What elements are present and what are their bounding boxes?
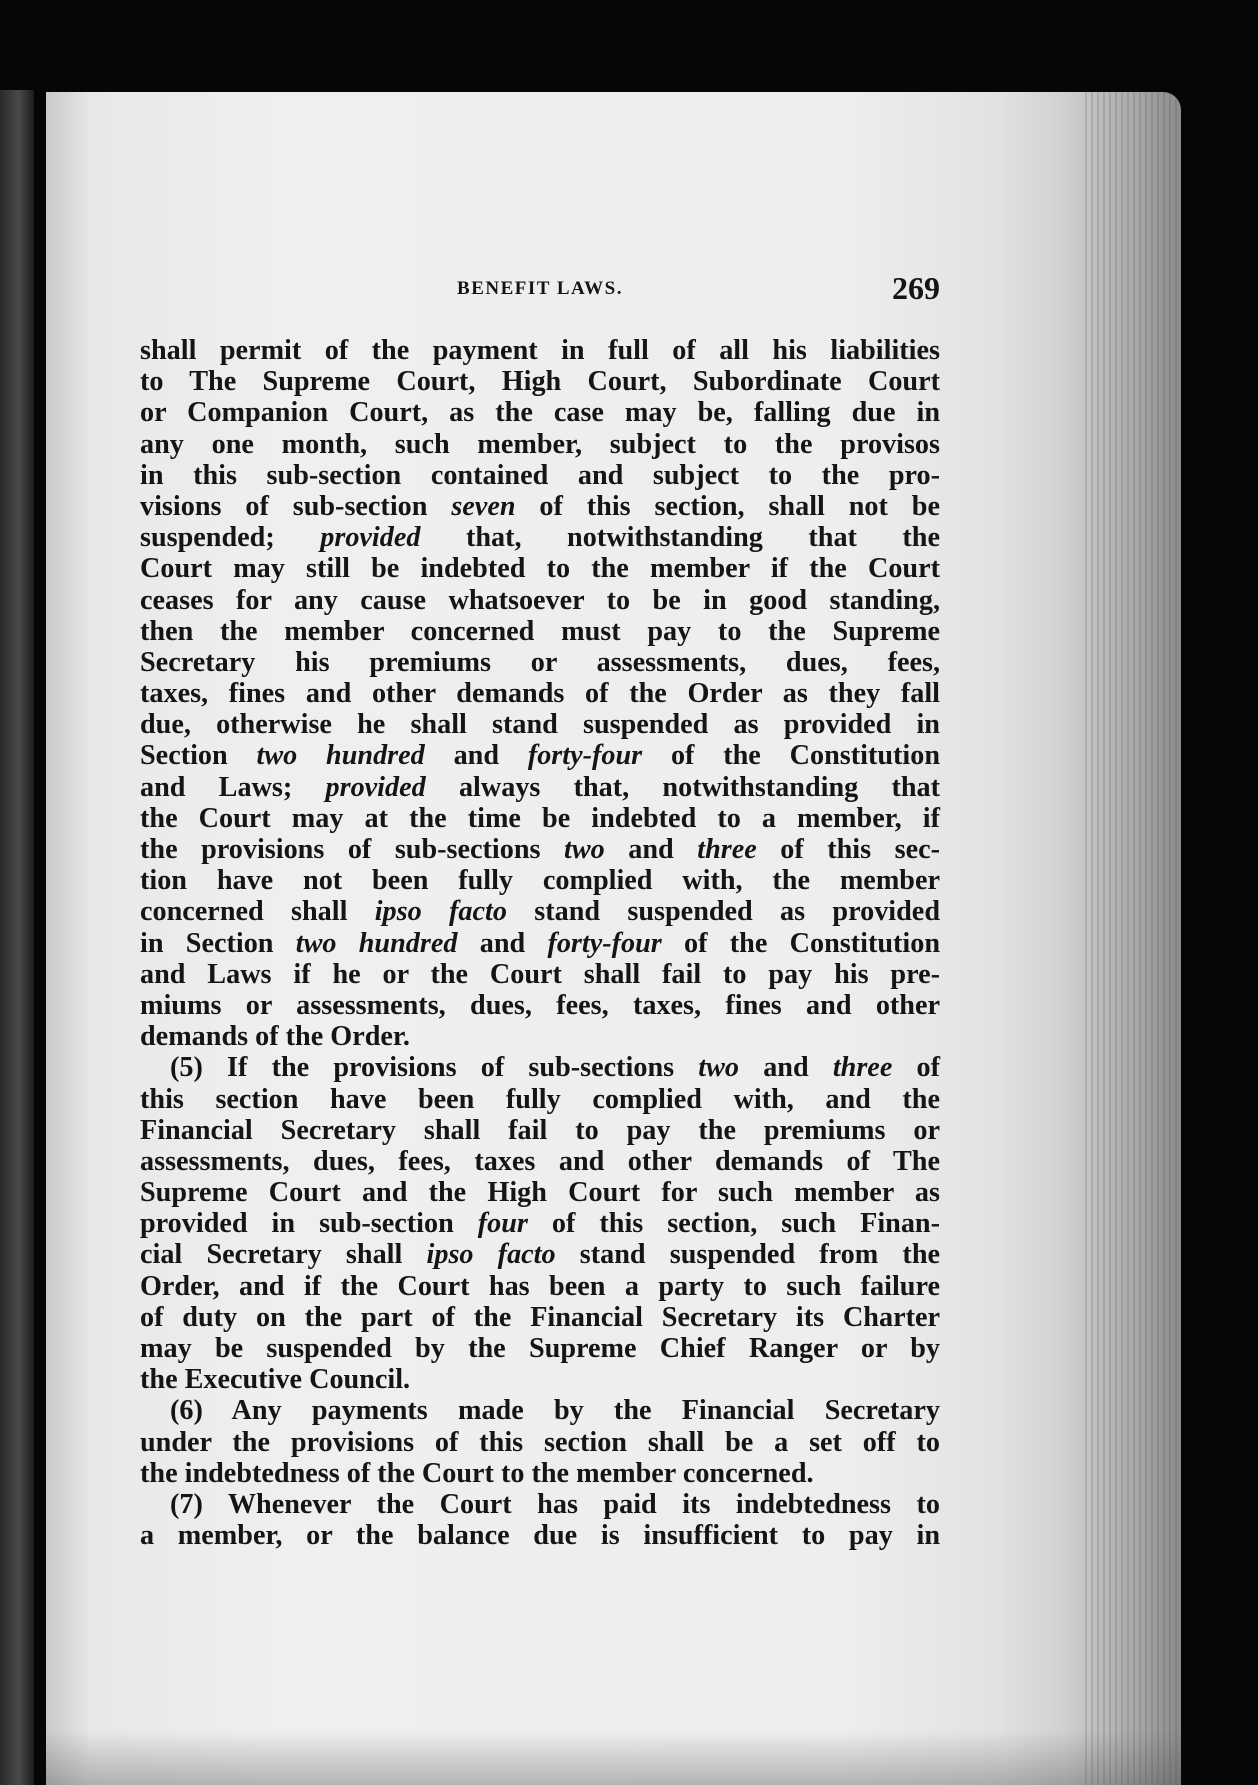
text-line	[140, 834, 940, 865]
text-segment: Supreme Court and the High Court for such member as	[140, 1177, 940, 1209]
text-line	[140, 1458, 940, 1489]
italic-term: ipso facto	[374, 896, 507, 928]
text-segment: Financial Secretary shall fail to pay the premiums or	[140, 1114, 940, 1146]
text-line	[140, 772, 940, 803]
text-line	[140, 709, 940, 740]
text-line	[140, 1489, 940, 1520]
text-line	[140, 1333, 940, 1364]
text-line	[140, 491, 940, 522]
page-number: 269	[892, 270, 940, 306]
body-text	[140, 335, 940, 1551]
text-segment: and	[739, 1052, 833, 1084]
text-segment: of duty on the part of the Financial Secretary its Charter	[140, 1301, 940, 1333]
text-segment: of the Constitution	[642, 740, 940, 772]
text-line	[140, 990, 940, 1021]
text-segment: always that, notwithstanding that	[425, 771, 940, 803]
text-segment: or Companion Court, as the case may be, falling due in	[140, 397, 940, 429]
text-segment: and Laws;	[140, 771, 326, 803]
text-line	[140, 460, 940, 491]
text-segment: provided in sub-section	[140, 1208, 478, 1240]
text-segment: and Laws if he or the Court shall fail to pay his pre-	[140, 958, 940, 990]
italic-term: provided	[325, 771, 426, 803]
text-line	[140, 647, 940, 678]
text-line	[140, 1302, 940, 1333]
text-segment: of this section, shall not be	[515, 490, 940, 522]
text-line	[140, 335, 940, 366]
text-line	[140, 1208, 940, 1239]
text-segment: Order, and if the Court has been a party to such failure	[140, 1270, 940, 1302]
text-segment: suspended;	[140, 522, 321, 554]
text-segment: under the provisions of this section shall be a set off to	[140, 1426, 940, 1458]
italic-term: two	[564, 834, 605, 865]
text-segment: in Section	[140, 927, 296, 959]
text-segment: of this sec-	[756, 834, 940, 865]
text-segment: any one month, such member, subject to the provisos	[140, 428, 940, 460]
text-segment: Secretary his premiums or assessments, dues, fees,	[140, 646, 940, 678]
text-line	[140, 1239, 940, 1270]
text-segment: in this sub-section contained and subject to the pro-	[140, 459, 940, 491]
page-bottom-shadow	[46, 1730, 1181, 1785]
page-stack-edge	[1085, 92, 1181, 1785]
text-line	[140, 1084, 940, 1115]
text-segment: the provisions of sub-sections	[140, 834, 565, 865]
text-segment: the Executive Council.	[140, 1364, 411, 1396]
italic-term: two hundred	[295, 927, 458, 959]
text-segment: concerned shall	[140, 896, 375, 928]
text-segment: Court may still be indebted to the member if the Court	[140, 553, 940, 585]
italic-term: seven	[451, 490, 516, 522]
text-line	[140, 585, 940, 616]
text-segment: this section have been fully complied with, and the	[140, 1083, 940, 1115]
text-segment: Section	[140, 740, 257, 772]
text-line	[140, 1427, 940, 1458]
text-segment: of	[892, 1052, 940, 1084]
italic-term: four	[477, 1208, 528, 1240]
running-head	[140, 270, 940, 314]
italic-term: two	[698, 1052, 740, 1084]
text-segment: and	[604, 834, 698, 865]
text-line	[140, 429, 940, 460]
text-line	[140, 959, 940, 990]
text-segment: a member, or the balance due is insufficient to pay in	[140, 1520, 940, 1552]
text-segment: stand suspended from the	[555, 1239, 941, 1271]
text-line	[140, 1271, 940, 1302]
text-line	[140, 616, 940, 647]
text-segment: demands of the Order.	[140, 1021, 410, 1053]
running-title: BENEFIT LAWS.	[457, 278, 623, 299]
text-line	[140, 1177, 940, 1208]
text-line	[140, 740, 940, 771]
text-segment: cial Secretary shall	[140, 1239, 427, 1271]
text-segment: the indebtedness of the Court to the member concerned.	[140, 1457, 814, 1489]
text-segment: (6) Any payments made by the Financial Secretary	[170, 1395, 940, 1427]
text-line	[140, 366, 940, 397]
text-segment: the Court may at the time be indebted to a member, if	[140, 802, 940, 834]
text-segment: stand suspended as provided	[506, 896, 940, 928]
text-line	[140, 803, 940, 834]
text-line	[140, 678, 940, 709]
text-segment: that, notwithstanding that the	[420, 522, 940, 554]
italic-term: forty-four	[547, 927, 662, 959]
text-segment: tion have not been fully complied with, the member	[140, 865, 940, 897]
text-line	[140, 865, 940, 896]
italic-term: two hundred	[256, 740, 425, 772]
text-segment: taxes, fines and other demands of the Order as they fall	[140, 678, 940, 710]
text-line	[140, 896, 940, 927]
text-segment: and	[424, 740, 528, 772]
italic-term: ipso facto	[426, 1239, 556, 1271]
italic-term: forty-four	[527, 740, 643, 772]
italic-term: provided	[320, 522, 421, 554]
italic-term: three	[832, 1052, 893, 1084]
text-segment: may be suspended by the Supreme Chief Ranger or by	[140, 1333, 940, 1364]
text-line	[140, 1115, 940, 1146]
text-segment: to The Supreme Court, High Court, Subordinate Court	[140, 366, 940, 398]
text-line	[140, 1395, 940, 1426]
text-segment: of this section, such Finan-	[527, 1208, 940, 1240]
text-line	[140, 397, 940, 428]
text-segment: and	[457, 927, 548, 959]
text-segment: visions of sub-section	[140, 490, 452, 522]
text-line	[140, 1364, 940, 1395]
text-segment: of the Constitution	[661, 927, 941, 959]
previous-page-edge	[0, 90, 34, 1785]
text-line	[140, 1146, 940, 1177]
text-line	[140, 522, 940, 553]
text-segment: shall permit of the payment in full of all his liabilities	[140, 335, 940, 366]
text-segment: miums or assessments, dues, fees, taxes, fines and other	[140, 989, 940, 1021]
text-line	[140, 928, 940, 959]
text-line	[140, 1520, 940, 1551]
text-line	[140, 553, 940, 584]
text-line	[140, 1021, 940, 1052]
text-line	[140, 1052, 940, 1083]
text-segment: assessments, dues, fees, taxes and other demands of The	[140, 1145, 940, 1177]
text-segment: (5) If the provisions of sub-sections	[170, 1052, 699, 1084]
italic-term: three	[697, 834, 757, 865]
text-segment: then the member concerned must pay to the Supreme	[140, 615, 940, 647]
text-segment: due, otherwise he shall stand suspended as provided in	[140, 709, 940, 741]
text-segment: (7) Whenever the Court has paid its indebtedness to	[170, 1488, 940, 1520]
text-segment: ceases for any cause whatsoever to be in good standing,	[140, 584, 940, 616]
